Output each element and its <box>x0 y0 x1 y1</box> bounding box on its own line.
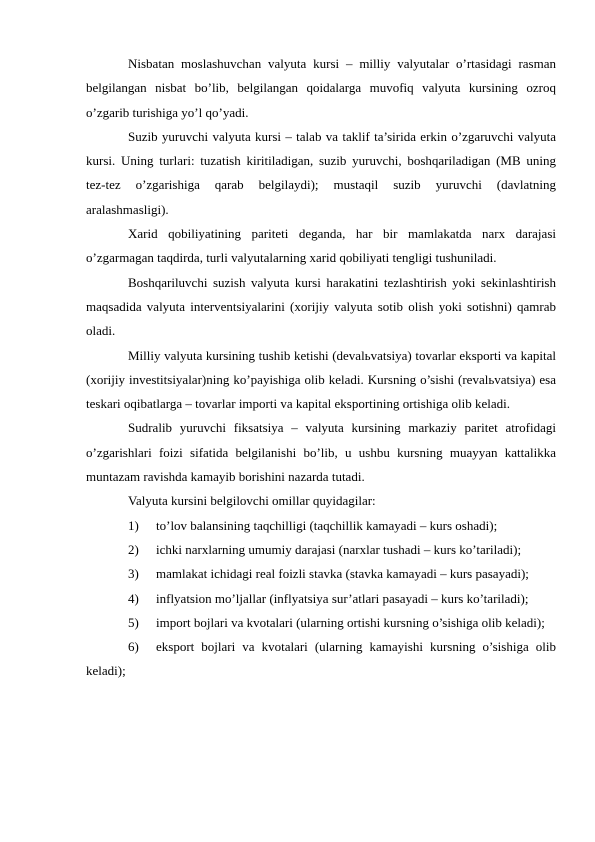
paragraph-crawling-peg: Sudralib yuruvchi fiksatsiya – valyuta kursining markaziy paritet atrofidagi o’zgarishlari foizi sifatida belgilanishi bo’lib, u ushbu kursning muayyan kattalikka muntazam ravishda kamayib borishini nazarda tutadi. <box>86 420 556 485</box>
list-item <box>86 538 556 562</box>
list-item <box>86 562 556 586</box>
list-item-text: to’lov balansining taqchilligi (taqchillik kamayadi – kurs oshadi); <box>156 517 498 533</box>
paragraph-flexible-rate: Nisbatan moslashuvchan valyuta kursi – milliy valyutalar o’rtasidagi rasman belgilangan nisbat bo’lib, belgilangan qoidalarga muvofiq valyuta kursining ozroq o’zgarib turishiga yo’l qo’yadi. <box>86 56 556 120</box>
paragraph-devaluation: Milliy valyuta kursining tushib ketishi (devalьvatsiya) tovarlar eksporti va kapital (xorijiy investitsiyalar)ning ko’payishiga olib keladi. Kursning o’sishi (revalьvatsiya) esa teskari oqibatlarga – tovarlar importi va kapital eksportining ortishiga olib keladi. <box>86 347 556 412</box>
paragraph-factors-intro: Valyuta kursini belgilovchi omillar quyidagilar: <box>128 493 376 509</box>
list-item-text: import bojlari va kvotalari (ularning ortishi kursning o’sishiga olib keladi); <box>156 614 545 630</box>
list-item <box>86 635 556 684</box>
list-item-number: 5) <box>128 614 139 630</box>
list-item <box>86 587 556 611</box>
list-item-text: mamlakat ichidagi real foizli stavka (stavka kamayadi – kurs pasayadi); <box>156 566 529 582</box>
list-item-text: ichki narxlarning umumiy darajasi (narxlar tushadi – kurs ko’tariladi); <box>156 541 522 557</box>
list-item-number: 6) <box>128 639 139 655</box>
list-item-text: inflyatsion mo’ljallar (inflyatsiya sur’atlari pasayadi – kurs ko’tariladi); <box>156 590 529 606</box>
paragraph-purchasing-power-parity: Xarid qobiliyatining pariteti deganda, har bir mamlakatda narx darajasi o’zgarmagan taqdirda, turli valyutalarning xarid qobiliyati tengligi tushuniladi. <box>86 226 556 266</box>
list-item-text: eksport bojlari va kvotalari (ularning kamayishi kursning o’sishiga olib keladi); <box>86 639 556 679</box>
list-item-number: 1) <box>128 517 139 533</box>
list-item-number: 2) <box>128 541 139 557</box>
paragraph-managed-float: Boshqariluvchi suzish valyuta kursi harakatini tezlashtirish yoki sekinlashtirish maqsadida valyuta interventsiyalarini (xorijiy valyuta sotib olish yoki sotishni) qamrab oladi. <box>86 274 556 339</box>
list-item <box>86 611 556 635</box>
list-item-number: 4) <box>128 590 139 606</box>
paragraph-floating-rate: Suzib yuruvchi valyuta kursi – talab va taklif ta’sirida erkin o’zgaruvchi valyuta kursi. Uning turlari: tuzatish kiritiladigan, suzib yuruvchi, boshqariladigan (MB uning tez-tez o’zgarishiga qarab belgilaydi); mustaqil suzib yuruvchi (davlatning aralashmasligi). <box>86 128 556 217</box>
document-page <box>86 52 556 684</box>
list-item <box>86 514 556 538</box>
list-item-number: 3) <box>128 566 139 582</box>
